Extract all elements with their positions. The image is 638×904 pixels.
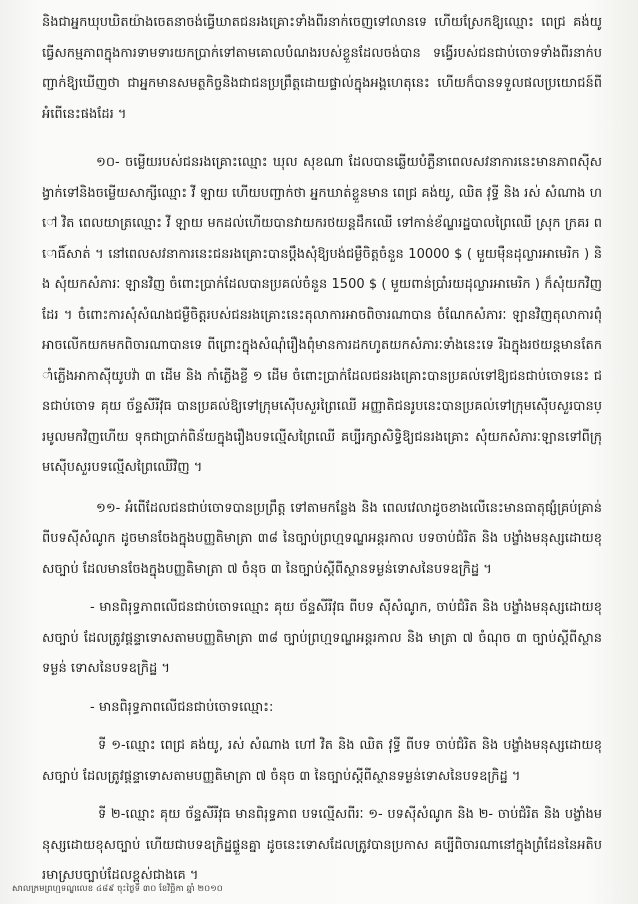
- paragraph-guilt-kuy: - មានពិរុទ្ធភាពលើជនជាប់ចោទឈ្មោះ គុយ ច័ន្ទសីរីវុធ ពីបទ ស៊ីសំណូក, ចាប់ជំរិត និង បង្ខាំងមនុស្សដោយខុសច្បាប់ ដែលត្រូវផ្តន្ទាទោសតាមបញ្ញតិមាត្រា ៣៨ ច្បាប់ព្រហ្មទណ្ឌអន្តរកាល និង មាត្រា ៧ ចំណុច ៣ ច្បាប់ស្តីពីស្ថាន ទម្ងន់ ទោសនៃបទឧក្រិដ្ឋ ។: [42, 600, 602, 676]
- paragraph-10: ១០- ចម្លើយរបស់ជនរងគ្រោះឈ្មោះ ឃុល សុខណា ដែលបានឆ្លើយបំភ្លឺនាពេលសវនាការនេះមានភាពស៊ីសង្វាក់ទៅនិងចម្លើយសាក្សីឈ្មោះ វី ឡាយ ហើយបញ្ជាក់ថា អ្នកឃាត់ខ្លួនមាន ពេជ្រ គង់យូ, ឈិត វុទ្ធី និង រស់ សំណាង ហៅ វិត ពេលយាត្រឈ្មោះ វី ឡាយ មកដល់ហើយបានវាយករថយន្តដឹកឈើ ទៅកាន់ខ័ណ្ឌរដ្ឋបាលព្រៃឈើ ស្រុក ក្រគរ ពោធិ៍សាត់ ។ នៅពេលសវនាការនេះជនរងគ្រោះបានប្តឹងសុំឱ្យបង់ជម្ងឺចិត្តចំនួន 10000 $ ( មួយម៉ឺនដុល្លារអាមេរិក ) និង សុំយកសំភារៈ ឡានវិញ ចំពោះប្រាក់ដែលបានប្រគល់ចំនួន 1500 $ ( មួយពាន់ប្រាំរយដុល្លារអាមេរិក ) ក៏សុំយកវិញដែរ ។ ចំពោះការសុំសំណងជម្ងឺចិត្តរបស់ជនរងគ្រោះនេះតុលាការអាចពិចារណាបាន ចំណែកសំភារៈ ឡានវិញតុលាការពុំអាចលើកយកមកពិចារណាបានទេ ពីព្រោះក្នុងសំណុំរឿងពុំមានការដកហូតយកសំភារៈទាំងនេះទេ រីឯក្នុងរថយន្តមានតែកាំភ្លើងអាកាស៊ីយូបវ៉ា ៣ ដើម និង កាំភ្លើងខ្លី ១ ដើម ចំពោះប្រាក់ដែលជនរងគ្រោះបានប្រគល់ទៅឱ្យជនជាប់ចោទនេះ ជនជាប់ចោទ គុយ ច័ន្ទសីរីវុធ បានប្រគល់ឱ្យទៅក្រុមស៊ើបសួរព្រៃឈើ អញ្ញាតិជនរូបនេះបានប្រគល់ទៅក្រុមស៊ើបសួរបានប្រមូលមកវិញហើយ ទុកជាប្រាក់ពិន័យក្នុងរឿងបទល្មើសព្រៃឈើ គប្បីរក្សាសិទ្ធិឱ្យជនរងគ្រោះ សុំយកសំភារៈឡានទៅពីក្រុមស៊ើបសួរបទល្មើសព្រៃឈើវិញ ។: [42, 155, 602, 475]
- paragraph-item-1: ទី ១-ឈ្មោះ ពេជ្រ គង់យូ, រស់ សំណាង ហៅ វិត និង ឈិត វុទ្ធី ពីបទ ចាប់ជំរិត និង បង្ខាំងមនុស្សដោយខុសច្បាប់ ដែលត្រូវផ្តន្ទាទោសតាមបញ្ញតិមាត្រា ៧ ចំនុច ៣ នៃច្បាប់ស្តីពីស្ថានទម្ងន់ទោសនៃបទឧក្រិដ្ឋ ។: [42, 738, 602, 784]
- paragraph-item-2: ទី ២-ឈ្មោះ គុយ ច័ន្ទសីរីវុធ មានពិរុទ្ធភាព បទល្មើសពីរៈ ១- បទស៊ីសំណូក និង ២- ចាប់ជំរិត និង បង្ខាំងមនុស្សដោយខុសច្បាប់ ហើយជាបទឧក្រិដ្ឋផ្ទួនគ្នា ដូចនេះទោសដែលត្រូវបានប្រកាស គប្បីពិចារណានៅក្នុងព្រំដែននៃអតិបរមាស្របច្បាប់ដែលខ្ពស់ជាងគេ ។: [42, 807, 602, 883]
- page-footer: សាលក្រមព្រហ្មទណ្ឌលេខ ៤៨៩ ចុះថ្ងៃទី ៣០ ខែវិច្ឆិកា ឆ្នាំ ២០១០: [12, 884, 223, 894]
- paragraph-11: ១១- អំពើដែលជនជាប់ចោទបានប្រព្រឹត្ត ទៅតាមកន្លែង និង ពេលវេលាដូចខាងលើនេះមានធាតុផ្សំគ្រប់គ្រាន់ ពីបទស៊ីសំណូក ដូចមានចែងក្នុងបញ្ញតិមាត្រា ៣៨ នៃច្បាប់ព្រហ្មទណ្ឌអន្តរកាល បទចាប់ជំរិត និង បង្ខាំងមនុស្សដោយខុសច្បាប់ ដែលមានចែងក្នុងបញ្ញតិមាត្រា ៧ ចំនុច ៣ នៃច្បាប់ស្តីពីស្ថានទម្ងន់ទោសនៃបទឧក្រិដ្ឋ ។: [42, 500, 602, 577]
- paragraph-guilt-heading: - មានពិរុទ្ធភាពលើជនជាប់ចោទឈ្មោះ:: [90, 699, 274, 715]
- document-body: [42, 8, 602, 892]
- paragraph-continuation: និងជាអ្នកឃុបឃិតយ៉ាងចេតនាចង់ធ្វើឃាតជនរងគ្រោះទាំងពីរនាក់ចេញទៅលានទេ ហើយស្រែកឱ្យឈ្មោះ ពេជ្រ គង់យូ ធ្វើសកម្មភាពក្នុងការទាមទារយកប្រាក់ទៅតាមគោលបំណងរបស់ខ្លួនដែលចង់បាន ទង្វើរបស់ជនជាប់ចោទទាំងពីរនាក់បញ្ជាក់ឱ្យឃើញថា ជាអ្នកមានសមត្ថកិច្ចនិងជាជនប្រព្រឹត្តដោយផ្ទាល់ក្នុងអង្គហេតុនេះ ហើយក៏បានទទួលផលប្រយោជន៍ពីអំពើនេះផងដែរ ។: [42, 15, 602, 122]
